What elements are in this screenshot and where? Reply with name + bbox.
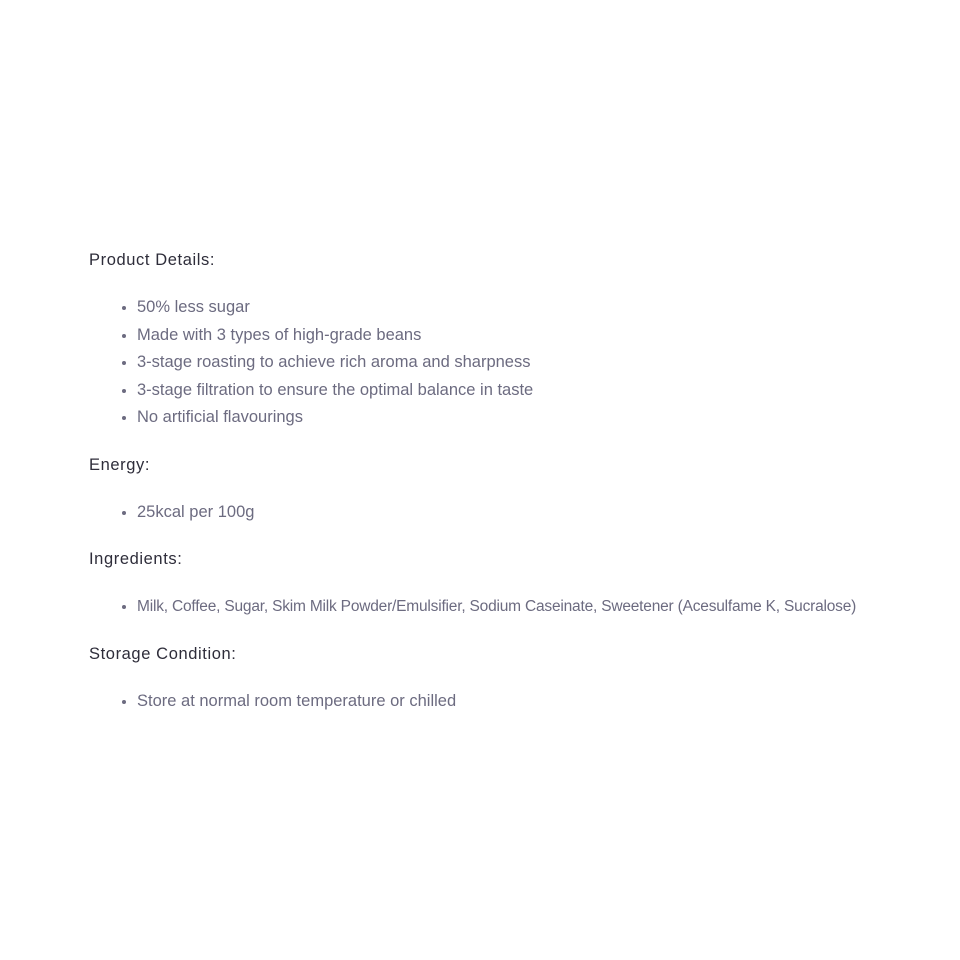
section-product-details	[89, 247, 940, 432]
list-item: • 50% less sugar	[137, 294, 940, 322]
section-energy	[89, 452, 940, 527]
list-item: • Store at normal room temperature or chilled	[137, 688, 940, 716]
list-item: • No artificial flavourings	[137, 404, 940, 432]
section-ingredients	[89, 546, 940, 621]
product-details-list	[89, 294, 940, 432]
section-storage-condition	[89, 641, 940, 716]
list-item: • 25kcal per 100g	[137, 499, 940, 527]
list-item: • 3-stage roasting to achieve rich aroma and sharpness	[137, 349, 940, 377]
ingredients-heading: Ingredients:	[89, 550, 183, 568]
storage-condition-heading: Storage Condition:	[89, 644, 237, 663]
list-item: • Made with 3 types of high-grade beans	[137, 322, 940, 350]
storage-condition-list	[89, 688, 940, 716]
energy-heading: Energy:	[89, 455, 151, 474]
list-item: • 3-stage filtration to ensure the optimal balance in taste	[137, 377, 940, 405]
ingredients-list	[89, 593, 940, 621]
list-item: • Milk, Coffee, Sugar, Skim Milk Powder/Emulsifier, Sodium Caseinate, Sweetener (Acesulfame K, Sucralose)	[137, 593, 940, 621]
energy-list	[89, 499, 940, 527]
product-details-heading: Product Details:	[89, 251, 216, 269]
